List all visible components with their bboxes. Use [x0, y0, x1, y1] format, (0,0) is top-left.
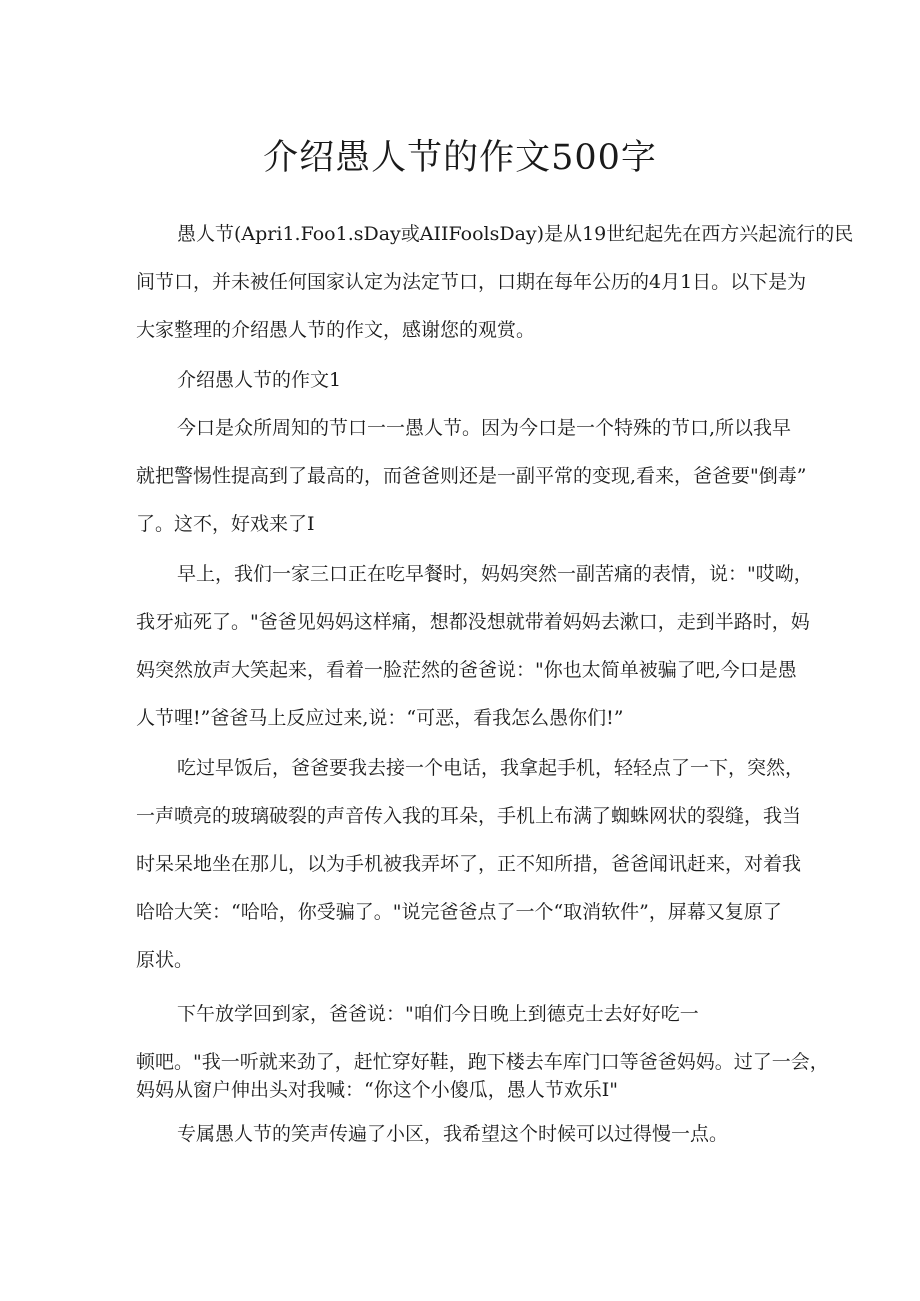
- text-line: 一声喷亮的玻璃破裂的声音传入我的耳朵，手机上布满了蜘蛛网状的裂缝，我当: [136, 805, 802, 827]
- text-line: 哈哈大笑：“哈哈，你受骗了。"说完爸爸点了一个“取消软件”，屏幕又复原了: [136, 901, 782, 923]
- page-title: 介绍愚人节的作文500字: [263, 138, 657, 178]
- text-line: 今口是众所周知的节口一一愚人节。因为今口是一个特殊的节口,所以我早: [177, 417, 792, 439]
- text-line: 下午放学回到家，爸爸说："咱们今日晚上到德克士去好好吃一: [177, 1003, 699, 1025]
- text-line: 专属愚人节的笑声传遍了小区，我希望这个时候可以过得慢一点。: [177, 1123, 729, 1145]
- text-line: 了。这不，好戏来了I: [136, 513, 315, 535]
- text-line: 间节口，并未被任何国家认定为法定节口，口期在每年公历的4月1日。以下是为: [136, 271, 807, 293]
- text-line: 顿吧。"我一听就来劲了，赶忙穿好鞋，跑下楼去车库门口等爸爸妈妈。过了一会，: [136, 1051, 829, 1073]
- text-line: 大家整理的介绍愚人节的作文，感谢您的观赏。: [136, 319, 536, 341]
- text-line: 就把警惕性提高到了最高的，而爸爸则还是一副平常的变现,看来，爸爸要"倒毒”: [136, 465, 807, 487]
- text-line: 原状。: [136, 949, 194, 971]
- text-line: 人节哩!”爸爸马上反应过来,说：“可恶，看我怎么愚你们!”: [136, 707, 624, 729]
- text-line: 时呆呆地坐在那儿，以为手机被我弄坏了，正不知所措，爸爸闻讯赶来，对着我: [136, 853, 802, 875]
- text-line: 早上，我们一家三口正在吃早餐时，妈妈突然一副苦痛的表情，说："哎呦，: [177, 563, 813, 585]
- text-line: 吃过早饭后，爸爸要我去接一个电话，我拿起手机，轻轻点了一下，突然，: [177, 757, 805, 779]
- text-line: 妈突然放声大笑起来，看着一脸茫然的爸爸说："你也太简单被骗了吧,今口是愚: [136, 659, 797, 681]
- section-heading: 介绍愚人节的作文1: [177, 369, 342, 391]
- text-line: 我牙疝死了。"爸爸见妈妈这样痛，想都没想就带着妈妈去漱口，走到半路时，妈: [136, 611, 810, 633]
- text-line: 妈妈从窗户伸出头对我喊：“你这个小傻瓜，愚人节欢乐I": [136, 1079, 618, 1101]
- text-line: 愚人节(Apri1.Foo1.sDay或AIIFoolsDay)是从19世纪起先在西方兴起流行的民: [177, 223, 854, 245]
